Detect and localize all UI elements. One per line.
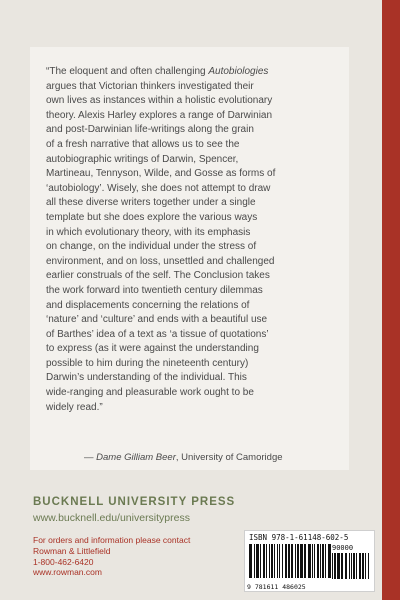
quote-line: “The eloquent and often challenging Autobiologies [46,66,269,77]
quote-line: earlier construals of the self. The Conclusion takes [46,270,270,282]
order-line: For orders and information please contact [33,535,191,545]
quote-line: of a fresh narrative that allows us to see the [46,138,240,150]
review-quote [46,65,341,415]
quote-line: widely read.” [46,401,103,413]
order-distributor: Rowman & Littlefield [33,545,111,556]
quote-line: and displacements concerning the relations of [46,299,250,311]
ean-barcode-bars [249,544,331,578]
quote-line: autobiographic writings of Darwin, Spencer, [46,153,239,165]
isbn-barcode [244,530,375,592]
publisher-name: BUCKNELL UNIVERSITY PRESS [33,496,236,508]
attribution-name: Dame Gilliam Beer [96,452,176,463]
quote-line: Martineau, Tennyson, Wilde, and Gosse as forms of [46,168,276,180]
order-info [33,535,243,578]
isbn-number: ISBN 978-1-61148-602-5 [249,533,349,542]
spine-stripe [382,0,400,600]
price-barcode-bars [332,553,372,579]
barcode-digits: 9 781611 486025 [247,583,306,591]
quote-line: to express (as it were against the understanding [46,343,259,355]
quote-line: ‘autobiology’. Wisely, she does not attempt to draw [46,182,271,194]
publisher-url: www.bucknell.edu/universitypress [33,512,190,524]
quote-line: the work forward into twentieth century dilemmas [46,284,263,296]
quote-line: template but she does explore the various ways [46,211,258,223]
price-code: 90000 [332,544,354,552]
quote-line: argues that Victorian thinkers investigated their [46,80,254,92]
quote-line: Darwin’s understanding of the individual. This [46,372,247,384]
order-website: www.rowman.com [33,567,102,578]
quote-attribution: — Dame Gilliam Beer, University of Camoridge [84,452,283,463]
quote-line: of Barthes’ idea of a text as ‘a tissue of quotations’ [46,328,269,340]
quote-line: in which evolutionary theory, with its emphasis [46,226,251,238]
quote-line: ‘nature’ and ‘culture’ and ends with a beautiful use [46,314,268,326]
book-title: Autobiologies [208,66,269,77]
quote-line: all these diverse writers together under a single [46,197,256,209]
quote-line: wide-ranging and pleasurable work ought to be [46,387,254,399]
quote-line: on change, on the individual under the stress of [46,241,257,253]
quote-line: theory. Alexis Harley explores a range of Darwinian [46,109,273,121]
quote-line: environment, and on loss, unsettled and challenged [46,255,275,267]
order-phone: 1-800-462-6420 [33,556,94,567]
attribution-affiliation: , University of Camoridge [175,452,283,463]
quote-line: and post-Darwinian life-writings along the grain [46,124,254,136]
quote-line: possible to him during the nineteenth century) [46,357,249,369]
quote-line: own lives as instances within a holistic evolutionary [46,95,273,107]
